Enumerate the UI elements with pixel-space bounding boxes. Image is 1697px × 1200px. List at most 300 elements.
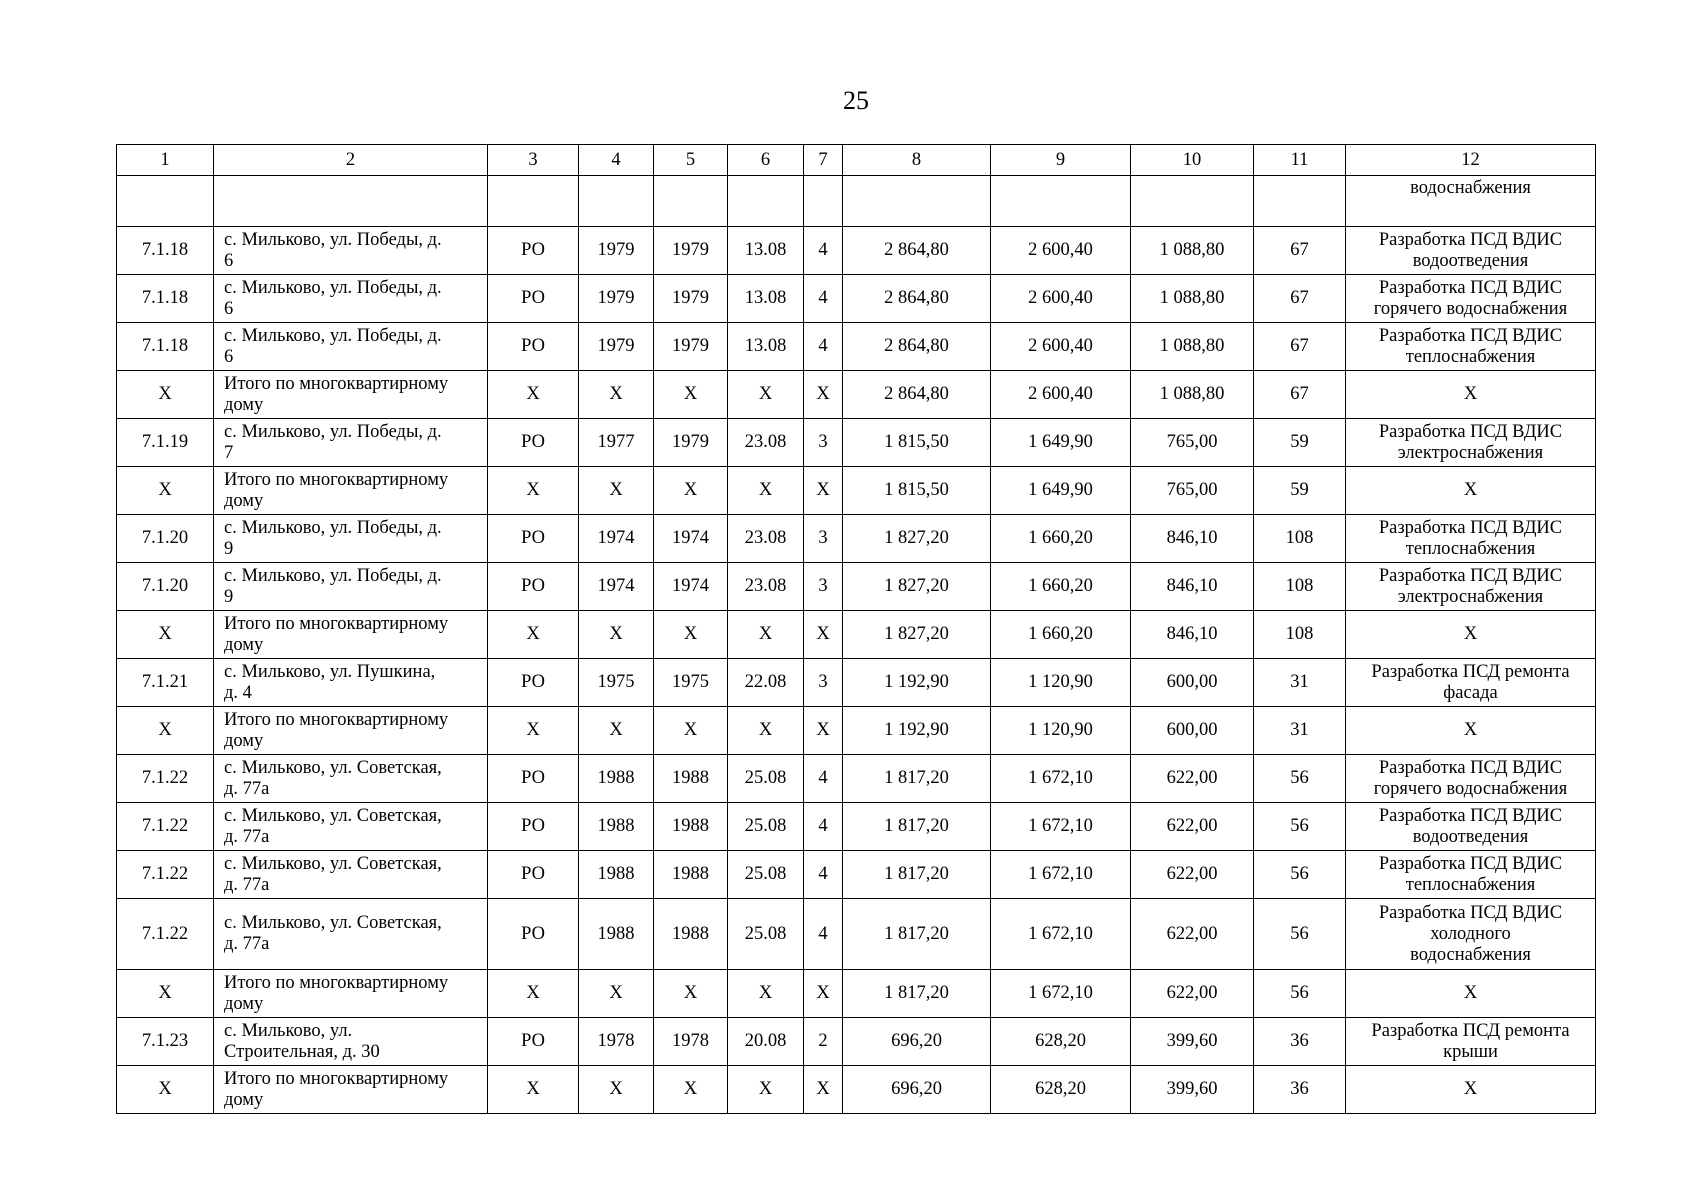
address-cell (214, 659, 488, 707)
address-line: 9 (224, 538, 234, 559)
address-line: с. Мильково, ул. Победы, д. (224, 277, 442, 298)
address-line: с. Мильково, ул. Советская, (224, 757, 442, 778)
residents-cell: 108 (1254, 515, 1346, 563)
work-type-cell (1346, 563, 1596, 611)
build-year-cell: X (579, 707, 654, 755)
address-line: Итого по многоквартирному (224, 709, 449, 730)
commission-year-cell: 1974 (654, 563, 728, 611)
work-type-line: водоотведения (1412, 826, 1529, 847)
work-type-line: X (1463, 384, 1478, 404)
address-line: с. Мильково, ул. Победы, д. (224, 421, 442, 442)
work-type-cell (1346, 227, 1596, 275)
work-type-cell (1346, 419, 1596, 467)
row-number-cell: X (117, 611, 214, 659)
common-area-cell: 1 088,80 (1131, 275, 1254, 323)
table-row (117, 803, 1596, 851)
form-cell: X (488, 1066, 579, 1114)
wear-cell: 23.08 (728, 563, 804, 611)
table-row (117, 659, 1596, 707)
living-area-cell: 2 600,40 (991, 275, 1131, 323)
common-area-cell: 622,00 (1131, 803, 1254, 851)
work-type-line: Разработка ПСД ВДИС (1378, 517, 1563, 538)
address-cell (214, 970, 488, 1018)
total-area-cell: 1 815,50 (843, 419, 991, 467)
table-row (117, 419, 1596, 467)
floors-cell: 4 (804, 323, 843, 371)
work-type-line: X (1463, 624, 1478, 644)
table-row (117, 1066, 1596, 1114)
residents-cell: 36 (1254, 1066, 1346, 1114)
address-cell (214, 803, 488, 851)
residents-cell: 56 (1254, 755, 1346, 803)
column-header: 9 (991, 145, 1131, 176)
floors-cell: 4 (804, 275, 843, 323)
address-line: дому (224, 490, 264, 511)
build-year-cell: 1977 (579, 419, 654, 467)
build-year-cell: 1978 (579, 1018, 654, 1066)
row-number-cell: X (117, 1066, 214, 1114)
row-number-cell: X (117, 467, 214, 515)
total-area-cell: 1 192,90 (843, 707, 991, 755)
address-line: с. Мильково, ул. (224, 1020, 353, 1041)
common-area-cell: 846,10 (1131, 515, 1254, 563)
build-year-cell: 1974 (579, 515, 654, 563)
wear-cell: 13.08 (728, 275, 804, 323)
form-cell: X (488, 371, 579, 419)
living-area-cell: 2 600,40 (991, 227, 1131, 275)
work-type-cell (1346, 899, 1596, 970)
work-type-line: фасада (1443, 682, 1498, 703)
wear-cell: 22.08 (728, 659, 804, 707)
column-header: 3 (488, 145, 579, 176)
floors-cell: 4 (804, 755, 843, 803)
work-type-cell (1346, 755, 1596, 803)
work-type-line: X (1463, 480, 1478, 500)
residents-cell: 31 (1254, 659, 1346, 707)
build-year-cell: X (579, 611, 654, 659)
row-number-cell: 7.1.20 (117, 515, 214, 563)
residents-cell: 67 (1254, 323, 1346, 371)
address-cell (214, 515, 488, 563)
address-cell (214, 323, 488, 371)
work-type-line: Разработка ПСД ВДИС (1378, 421, 1563, 442)
wear-cell: 23.08 (728, 515, 804, 563)
living-area-cell: 1 672,10 (991, 803, 1131, 851)
address-line: с. Мильково, ул. Победы, д. (224, 517, 442, 538)
living-area-cell: 1 120,90 (991, 659, 1131, 707)
work-type-line: горячего водоснабжения (1373, 778, 1568, 799)
commission-year-cell: 1988 (654, 899, 728, 970)
column-header: 12 (1346, 145, 1596, 176)
form-cell: РО (488, 659, 579, 707)
build-year-cell: 1975 (579, 659, 654, 707)
form-cell: РО (488, 899, 579, 970)
build-year-cell: 1988 (579, 851, 654, 899)
living-area-cell: 628,20 (991, 1018, 1131, 1066)
work-type-cell (1346, 1066, 1596, 1114)
living-area-cell: 1 649,90 (991, 467, 1131, 515)
address-line: д. 4 (224, 682, 252, 703)
floors-cell: 4 (804, 803, 843, 851)
living-area-cell: 1 660,20 (991, 611, 1131, 659)
row-number-cell: X (117, 970, 214, 1018)
build-year-cell: X (579, 371, 654, 419)
form-cell: РО (488, 515, 579, 563)
form-cell: X (488, 467, 579, 515)
common-area-cell: 1 088,80 (1131, 323, 1254, 371)
form-cell: РО (488, 419, 579, 467)
residents-cell: 56 (1254, 899, 1346, 970)
total-area-cell: 1 827,20 (843, 611, 991, 659)
work-type-line: холодного (1430, 923, 1511, 944)
living-area-cell: 1 120,90 (991, 707, 1131, 755)
floors-cell: X (804, 970, 843, 1018)
living-area-cell: 1 672,10 (991, 899, 1131, 970)
address-line: Итого по многоквартирному (224, 613, 449, 634)
wear-cell: X (728, 611, 804, 659)
address-line: Итого по многоквартирному (224, 972, 449, 993)
work-type-line: Разработка ПСД ремонта (1371, 661, 1570, 682)
form-cell: РО (488, 323, 579, 371)
commission-year-cell: X (654, 1066, 728, 1114)
wear-cell: X (728, 970, 804, 1018)
residents-cell: 108 (1254, 611, 1346, 659)
column-header: 2 (214, 145, 488, 176)
residents-cell: 108 (1254, 563, 1346, 611)
commission-year-cell: 1979 (654, 275, 728, 323)
build-year-cell: 1988 (579, 803, 654, 851)
residents-cell: 36 (1254, 1018, 1346, 1066)
wear-cell: 13.08 (728, 227, 804, 275)
work-type-cell (1346, 515, 1596, 563)
total-area-cell: 1 817,20 (843, 851, 991, 899)
address-line: дому (224, 1089, 264, 1110)
address-line: дому (224, 993, 264, 1014)
table-row (117, 563, 1596, 611)
total-area-cell: 2 864,80 (843, 227, 991, 275)
table-row (117, 515, 1596, 563)
common-area-cell: 765,00 (1131, 419, 1254, 467)
work-type-line: X (1463, 720, 1478, 740)
total-area-cell: 1 817,20 (843, 899, 991, 970)
common-area-cell: 399,60 (1131, 1066, 1254, 1114)
row-number-cell: 7.1.22 (117, 755, 214, 803)
work-type-line: Разработка ПСД ВДИС (1378, 853, 1563, 874)
address-cell (214, 1066, 488, 1114)
floors-cell: X (804, 1066, 843, 1114)
common-area-cell: 622,00 (1131, 899, 1254, 970)
table-row (117, 851, 1596, 899)
commission-year-cell: 1979 (654, 323, 728, 371)
work-type-cell (1346, 1018, 1596, 1066)
address-line: 6 (224, 346, 234, 367)
commission-year-cell: X (654, 970, 728, 1018)
row-number-cell: 7.1.19 (117, 419, 214, 467)
work-type-line: теплоснабжения (1405, 538, 1536, 559)
row-number-cell: 7.1.21 (117, 659, 214, 707)
commission-year-cell: 1979 (654, 419, 728, 467)
common-area-cell: 765,00 (1131, 467, 1254, 515)
table-row (117, 899, 1596, 970)
work-type-cell (1346, 851, 1596, 899)
commission-year-cell: X (654, 371, 728, 419)
address-line: с. Мильково, ул. Советская, (224, 853, 442, 874)
work-type-cell (1346, 611, 1596, 659)
wear-cell: X (728, 371, 804, 419)
floors-cell: 3 (804, 419, 843, 467)
residents-cell: 56 (1254, 970, 1346, 1018)
work-type-line: водоотведения (1412, 250, 1529, 271)
total-area-cell: 2 864,80 (843, 371, 991, 419)
living-area-cell: 1 660,20 (991, 515, 1131, 563)
table-row (117, 1018, 1596, 1066)
address-line: Итого по многоквартирному (224, 469, 449, 490)
table-row (117, 371, 1596, 419)
row-number-cell: X (117, 371, 214, 419)
continuation-text: водоснабжения (1346, 176, 1596, 227)
row-number-cell: 7.1.18 (117, 275, 214, 323)
common-area-cell: 1 088,80 (1131, 371, 1254, 419)
column-header: 8 (843, 145, 991, 176)
work-type-line: крыши (1443, 1041, 1498, 1062)
address-line: дому (224, 634, 264, 655)
wear-cell: 25.08 (728, 851, 804, 899)
page-number: 25 (843, 86, 869, 115)
residents-cell: 59 (1254, 419, 1346, 467)
build-year-cell: 1974 (579, 563, 654, 611)
address-line: с. Мильково, ул. Победы, д. (224, 565, 442, 586)
total-area-cell: 1 817,20 (843, 803, 991, 851)
address-line: с. Мильково, ул. Победы, д. (224, 229, 442, 250)
address-line: дому (224, 394, 264, 415)
build-year-cell: X (579, 970, 654, 1018)
address-line: с. Мильково, ул. Советская, (224, 805, 442, 826)
floors-cell: 3 (804, 659, 843, 707)
residents-cell: 56 (1254, 803, 1346, 851)
commission-year-cell: 1975 (654, 659, 728, 707)
row-number-cell: X (117, 707, 214, 755)
form-cell: РО (488, 851, 579, 899)
work-type-line: Разработка ПСД ВДИС (1378, 805, 1563, 826)
column-header: 7 (804, 145, 843, 176)
address-cell (214, 707, 488, 755)
form-cell: РО (488, 275, 579, 323)
address-line: дому (224, 730, 264, 751)
commission-year-cell: 1988 (654, 803, 728, 851)
build-year-cell: 1988 (579, 755, 654, 803)
table-header-row (117, 145, 1596, 176)
row-number-cell: 7.1.20 (117, 563, 214, 611)
work-type-line: X (1463, 983, 1478, 1003)
build-year-cell: X (579, 1066, 654, 1114)
build-year-cell: 1979 (579, 323, 654, 371)
common-area-cell: 846,10 (1131, 563, 1254, 611)
work-type-line: Разработка ПСД ВДИС (1378, 902, 1563, 923)
column-header: 4 (579, 145, 654, 176)
floors-cell: 4 (804, 899, 843, 970)
total-area-cell: 696,20 (843, 1066, 991, 1114)
living-area-cell: 1 672,10 (991, 755, 1131, 803)
work-type-line: Разработка ПСД ВДИС (1378, 565, 1563, 586)
build-year-cell: 1979 (579, 275, 654, 323)
column-header: 10 (1131, 145, 1254, 176)
work-type-cell (1346, 970, 1596, 1018)
address-cell (214, 755, 488, 803)
form-cell: X (488, 611, 579, 659)
floors-cell: 3 (804, 515, 843, 563)
build-year-cell: X (579, 467, 654, 515)
table-row (117, 227, 1596, 275)
row-number-cell: 7.1.22 (117, 803, 214, 851)
common-area-cell: 622,00 (1131, 970, 1254, 1018)
row-number-cell: 7.1.22 (117, 851, 214, 899)
form-cell: X (488, 707, 579, 755)
floors-cell: X (804, 467, 843, 515)
residents-cell: 67 (1254, 371, 1346, 419)
wear-cell: 25.08 (728, 803, 804, 851)
address-line: д. 77а (224, 934, 270, 954)
wear-cell: 25.08 (728, 899, 804, 970)
total-area-cell: 696,20 (843, 1018, 991, 1066)
wear-cell: X (728, 707, 804, 755)
build-year-cell: 1979 (579, 227, 654, 275)
commission-year-cell: 1974 (654, 515, 728, 563)
address-line: 9 (224, 586, 234, 607)
common-area-cell: 846,10 (1131, 611, 1254, 659)
floors-cell: X (804, 371, 843, 419)
address-line: с. Мильково, ул. Советская, (224, 913, 442, 933)
address-line: 6 (224, 298, 234, 319)
total-area-cell: 1 817,20 (843, 970, 991, 1018)
floors-cell: X (804, 611, 843, 659)
commission-year-cell: X (654, 467, 728, 515)
address-line: 6 (224, 250, 234, 271)
work-type-line: Разработка ПСД ВДИС (1378, 229, 1563, 250)
work-type-line: Разработка ПСД ВДИС (1378, 325, 1563, 346)
living-area-cell: 628,20 (991, 1066, 1131, 1114)
residents-cell: 59 (1254, 467, 1346, 515)
address-cell (214, 419, 488, 467)
address-line: Строительная, д. 30 (224, 1041, 380, 1062)
commission-year-cell: 1988 (654, 755, 728, 803)
living-area-cell: 2 600,40 (991, 323, 1131, 371)
row-number-cell: 7.1.18 (117, 323, 214, 371)
address-line: 7 (224, 442, 234, 463)
common-area-cell: 600,00 (1131, 707, 1254, 755)
wear-cell: 13.08 (728, 323, 804, 371)
commission-year-cell: X (654, 611, 728, 659)
address-line: Итого по многоквартирному (224, 373, 449, 394)
residents-cell: 56 (1254, 851, 1346, 899)
address-cell (214, 851, 488, 899)
wear-cell: X (728, 467, 804, 515)
work-type-cell (1346, 467, 1596, 515)
wear-cell: 25.08 (728, 755, 804, 803)
total-area-cell: 1 815,50 (843, 467, 991, 515)
column-header: 6 (728, 145, 804, 176)
common-area-cell: 622,00 (1131, 755, 1254, 803)
total-area-cell: 1 817,20 (843, 755, 991, 803)
work-type-line: X (1463, 1079, 1478, 1099)
table-row (117, 755, 1596, 803)
total-area-cell: 1 827,20 (843, 515, 991, 563)
address-line: с. Мильково, ул. Победы, д. (224, 325, 442, 346)
address-line: с. Мильково, ул. Пушкина, (224, 661, 436, 682)
wear-cell: X (728, 1066, 804, 1114)
objects-table (116, 144, 1596, 1114)
work-type-cell (1346, 275, 1596, 323)
address-line: д. 77а (224, 826, 270, 847)
table-row (117, 275, 1596, 323)
continuation-row (117, 176, 1596, 227)
work-type-cell (1346, 323, 1596, 371)
table-row (117, 970, 1596, 1018)
floors-cell: 3 (804, 563, 843, 611)
column-header: 1 (117, 145, 214, 176)
floors-cell: X (804, 707, 843, 755)
work-type-line: электроснабжения (1397, 586, 1544, 607)
total-area-cell: 1 827,20 (843, 563, 991, 611)
work-type-line: электроснабжения (1397, 442, 1544, 463)
wear-cell: 23.08 (728, 419, 804, 467)
work-type-line: теплоснабжения (1405, 874, 1536, 895)
work-type-line: Разработка ПСД ремонта (1371, 1020, 1570, 1041)
form-cell: РО (488, 563, 579, 611)
work-type-cell (1346, 803, 1596, 851)
living-area-cell: 1 649,90 (991, 419, 1131, 467)
total-area-cell: 2 864,80 (843, 275, 991, 323)
table-row (117, 467, 1596, 515)
living-area-cell: 1 672,10 (991, 970, 1131, 1018)
common-area-cell: 622,00 (1131, 851, 1254, 899)
address-cell (214, 563, 488, 611)
wear-cell: 20.08 (728, 1018, 804, 1066)
total-area-cell: 2 864,80 (843, 323, 991, 371)
work-type-line: Разработка ПСД ВДИС (1378, 277, 1563, 298)
commission-year-cell: 1979 (654, 227, 728, 275)
residents-cell: 31 (1254, 707, 1346, 755)
work-type-cell (1346, 371, 1596, 419)
commission-year-cell: X (654, 707, 728, 755)
row-number-cell: 7.1.18 (117, 227, 214, 275)
table-row (117, 323, 1596, 371)
form-cell: X (488, 970, 579, 1018)
build-year-cell: 1988 (579, 899, 654, 970)
address-line: Итого по многоквартирному (224, 1068, 449, 1089)
table-row (117, 707, 1596, 755)
common-area-cell: 399,60 (1131, 1018, 1254, 1066)
column-header: 11 (1254, 145, 1346, 176)
address-cell (214, 275, 488, 323)
living-area-cell: 1 672,10 (991, 851, 1131, 899)
address-cell (214, 899, 488, 970)
address-cell (214, 371, 488, 419)
work-type-cell (1346, 707, 1596, 755)
address-cell (214, 467, 488, 515)
address-line: д. 77а (224, 874, 270, 895)
row-number-cell: 7.1.22 (117, 899, 214, 970)
address-cell (214, 227, 488, 275)
floors-cell: 4 (804, 851, 843, 899)
floors-cell: 4 (804, 227, 843, 275)
commission-year-cell: 1988 (654, 851, 728, 899)
work-type-cell (1346, 659, 1596, 707)
living-area-cell: 2 600,40 (991, 371, 1131, 419)
work-type-line: горячего водоснабжения (1373, 298, 1568, 319)
address-line: д. 77а (224, 778, 270, 799)
address-cell (214, 1018, 488, 1066)
common-area-cell: 1 088,80 (1131, 227, 1254, 275)
